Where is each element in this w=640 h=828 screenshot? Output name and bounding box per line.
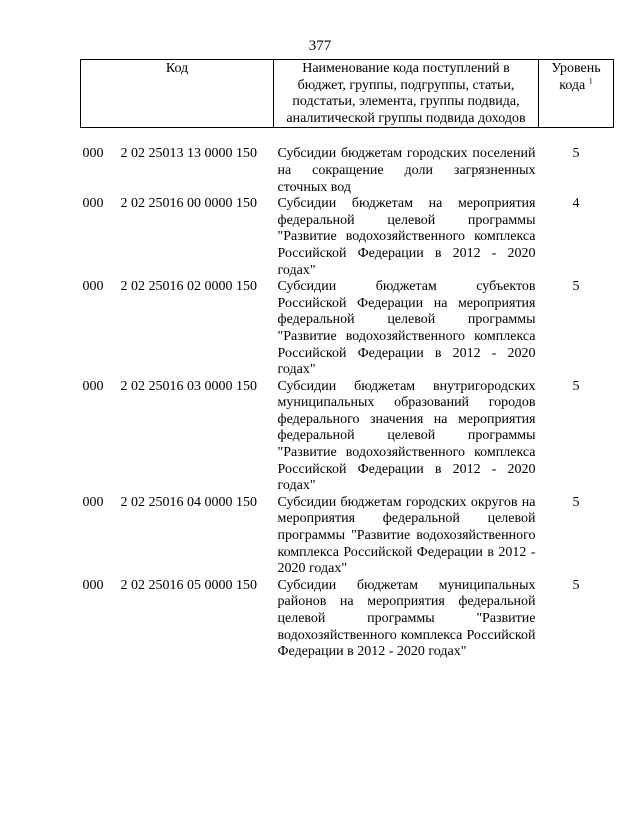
header-spacer [81, 128, 614, 147]
table-row [81, 495, 614, 578]
code-cell [81, 279, 274, 379]
budget-classification-code: 2 02 25016 02 0000 150 [120, 279, 257, 295]
code-cell [81, 146, 274, 196]
budget-classification-code: 2 02 25016 05 0000 150 [120, 577, 257, 593]
table-row [81, 196, 614, 279]
code-cell [81, 196, 274, 279]
admin-code: 000 [82, 577, 104, 593]
revenue-name: Субсидии бюджетам городских поселений на сокращение доли загрязненных сточных вод [277, 146, 536, 195]
revenue-codes-table [80, 59, 614, 661]
code-cell [81, 379, 274, 495]
header-code: Код [81, 60, 274, 128]
admin-code: 000 [82, 196, 104, 212]
revenue-name: Субсидии бюджетам муниципальных районов на мероприятия федеральной целевой программы "Развитие водохозяйственного комплекса Российской Федерации в 2012 - 2020 годах" [277, 577, 536, 660]
code-level: 5 [572, 494, 580, 510]
header-name: Наименование кода поступлений в бюджет, группы, подгруппы, статьи, подстатьи, элемента, группы подвида, аналитической группы подвида доходов [274, 60, 539, 128]
code-level: 5 [572, 146, 580, 162]
budget-classification-code: 2 02 25016 03 0000 150 [120, 378, 257, 394]
code-level: 5 [572, 279, 580, 295]
header-level-label: Уровень кода [551, 61, 601, 93]
table-row [81, 146, 614, 196]
table-header-row [81, 60, 614, 128]
budget-classification-code: 2 02 25016 04 0000 150 [120, 494, 257, 510]
code-cell [81, 495, 274, 578]
table-row [81, 578, 614, 661]
code-level: 5 [572, 577, 580, 593]
revenue-name: Субсидии бюджетам на мероприятия федеральной целевой программы "Развитие водохозяйственного комплекса Российской Федерации в 2012 - 2020 годах" [277, 196, 536, 278]
table-row [81, 379, 614, 495]
header-level-footnote: 1 [588, 75, 593, 85]
revenue-name: Субсидии бюджетам городских округов на мероприятия федеральной целевой программы "Развитие водохозяйственного комплекса Российской Федерации в 2012 - 2020 годах" [277, 494, 536, 577]
revenue-name: Субсидии бюджетам субъектов Российской Федерации на мероприятия федеральной целевой программы "Развитие водохозяйственного комплекса Российской Федерации в 2012 - 2020 годах" [277, 279, 536, 378]
code-level: 4 [572, 196, 580, 212]
table-row [81, 279, 614, 379]
admin-code: 000 [82, 279, 104, 295]
budget-classification-code: 2 02 25016 00 0000 150 [120, 196, 257, 212]
code-level: 5 [572, 378, 580, 394]
code-cell [81, 578, 274, 661]
page-number: 377 [308, 38, 332, 54]
admin-code: 000 [82, 378, 104, 394]
budget-classification-code: 2 02 25013 13 0000 150 [120, 146, 257, 162]
header-level [539, 60, 614, 128]
admin-code: 000 [82, 146, 104, 162]
admin-code: 000 [82, 494, 104, 510]
revenue-name: Субсидии бюджетам внутригородских муниципальных образований городов федерального значения на мероприятия федеральной целевой программы "Развитие водохозяйственного комплекса Российской Федерации в 2012 - 2020 годах" [277, 378, 536, 494]
